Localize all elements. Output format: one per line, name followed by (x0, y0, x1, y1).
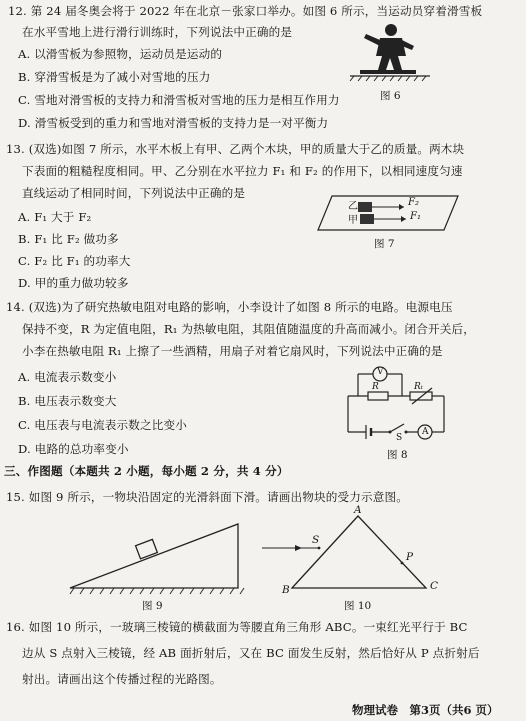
figure-8-switch-label: S (396, 433, 403, 443)
q13-option-b: B. F₁ 比 F₂ 做功多 (18, 232, 119, 246)
q15-stem: 15. 如图 9 所示，一物块沿固定的光滑斜面下滑。请画出物块的受力示意图。 (6, 490, 408, 504)
figure-9-incline (66, 520, 256, 600)
figure-10-point-s: S (312, 534, 320, 546)
q14-option-d: D. 电路的总功率变小 (18, 442, 129, 456)
figure-10-point-p: P (406, 551, 414, 563)
figure-7-board (318, 196, 458, 230)
figure-10-vertex-b: B (282, 584, 290, 596)
q14-stem-line-1: 14. (双选)为了研究热敏电阻对电路的影响，小李设计了如图 8 所示的电路。电源电压 (6, 300, 453, 314)
q13-option-c: C. F₂ 比 F₁ 的功率大 (18, 254, 131, 268)
page-footer: 物理试卷 第3页（共6 页） (352, 703, 499, 717)
q13-option-a: A. F₁ 大于 F₂ (18, 210, 92, 224)
q16-stem-line-3: 射出。请画出这个传播过程的光路图。 (22, 672, 222, 686)
figure-7-caption: 图 7 (374, 238, 395, 250)
q14-stem-line-2: 保持不变，R 为定值电阻，R₁ 为热敏电阻，其阻值随温度的升高而减小。闭合开关后， (22, 322, 476, 336)
q12-stem-line-1: 12. 第 24 届冬奥会将于 2022 年在北京－张家口举办。如图 6 所示，当运动员穿着滑雪板 (8, 4, 483, 18)
figure-6-skier (350, 22, 430, 82)
q13-stem-line-1: 13. (双选)如图 7 所示，水平木板上有甲、乙两个木块，甲的质量大于乙的质量。两木块 (6, 142, 465, 156)
q16-stem-line-2: 边从 S 点射入三棱镜，经 AB 面折射后，又在 BC 面发生反射，然后恰好从 P 点折射后 (22, 646, 480, 660)
figure-9-caption: 图 9 (142, 600, 163, 612)
section-3-title: 三、作图题（本题共 2 小题，每小题 2 分，共 4 分） (4, 464, 289, 478)
figure-10-vertex-a: A (354, 504, 362, 516)
figure-8-voltmeter-label: V (377, 367, 384, 377)
q13-option-d: D. 甲的重力做功较多 (18, 276, 129, 290)
figure-8-rt-label: Rₜ (414, 382, 423, 392)
figure-7-label-yi: 乙 (348, 201, 358, 212)
q12-stem-line-2: 在水平雪地上进行滑行训练时，下列说法中正确的是 (22, 25, 293, 39)
figure-8-circuit (340, 362, 450, 446)
q13-stem-line-2: 下表面的粗糙程度相同。甲、乙分别在水平拉力 F₁ 和 F₂ 的作用下，以相同速度匀速 (22, 164, 463, 178)
figure-7-label-f1: F₁ (410, 211, 421, 222)
q12-option-b: B. 穿滑雪板是为了减小对雪地的压力 (18, 70, 211, 84)
q12-option-a: A. 以滑雪板为参照物，运动员是运动的 (18, 47, 223, 61)
figure-8-ammeter-label: A (422, 427, 429, 437)
q12-option-c: C. 雪地对滑雪板的支持力和滑雪板对雪地的压力是相互作用力 (18, 93, 340, 107)
figure-6-caption: 图 6 (380, 90, 401, 102)
figure-7-label-jia: 甲 (348, 215, 358, 226)
figure-7-label-f2: F₂ (408, 197, 419, 208)
q12-option-d: D. 滑雪板受到的重力和雪地对滑雪板的支持力是一对平衡力 (18, 116, 329, 130)
figure-8-r-label: R (372, 382, 379, 392)
q14-stem-line-3: 小李在热敏电阻 R₁ 上擦了一些酒精，用扇子对着它扇风时，下列说法中正确的是 (22, 344, 443, 358)
figure-8-caption: 图 8 (387, 449, 408, 461)
q14-option-a: A. 电流表示数变小 (18, 370, 117, 384)
q14-option-b: B. 电压表示数变大 (18, 394, 117, 408)
q16-stem-line-1: 16. 如图 10 所示，一玻璃三棱镜的横截面为等腰直角三角形 ABC。一束红光平行于 BC (6, 620, 468, 634)
q13-stem-line-3: 直线运动了相同时间，下列说法中正确的是 (22, 186, 246, 200)
q14-option-c: C. 电压表与电流表示数之比变小 (18, 418, 187, 432)
figure-10-vertex-c: C (430, 580, 439, 592)
figure-10-caption: 图 10 (344, 600, 372, 612)
